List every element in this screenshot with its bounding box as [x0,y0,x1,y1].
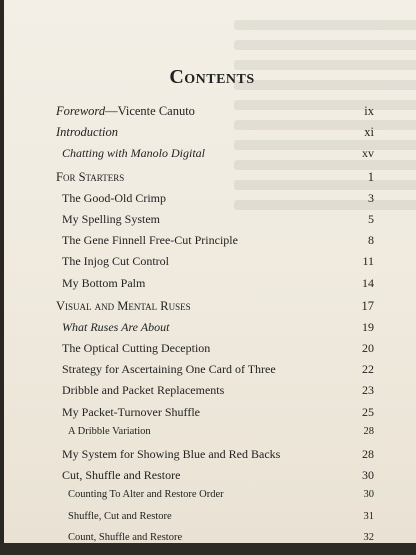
toc-label: Foreword [56,104,106,118]
toc-page-number: 32 [363,531,374,543]
toc-subentry [56,489,374,510]
toc-page-number: 20 [362,341,374,356]
book-page [4,0,416,545]
toc-label: Visual and Mental Ruses [56,298,191,313]
toc-entry [56,320,374,341]
toc-page-number: 19 [362,319,374,334]
toc-label: Count, Shuffle and Restore [68,531,183,543]
toc-page-number: 30 [363,489,374,501]
toc-page-number: xi [364,125,374,140]
toc-label: Cut, Shuffle and Restore [62,468,181,483]
page-shadow [0,543,416,555]
toc-page-number: 28 [363,425,374,437]
toc-entry [56,254,374,275]
toc-label: The Gene Finnell Free-Cut Principle [62,233,238,248]
toc-entry [56,383,374,404]
toc-section [56,299,374,320]
toc-page-number: 17 [361,298,374,313]
toc-entry [56,191,374,212]
toc-label: Strategy for Ascertaining One Card of Three [62,362,276,377]
toc-label: The Optical Cutting Deception [62,341,211,356]
toc-label: The Injog Cut Control [62,254,169,269]
toc-entry [56,212,374,233]
toc-entry [56,233,374,254]
toc-page-number: 28 [362,447,374,461]
toc-entry [56,405,374,426]
toc-page-number: 25 [362,404,374,419]
toc-page-number: 5 [368,211,374,226]
toc-label: A Dribble Variation [68,425,151,437]
toc-section [56,170,374,191]
toc-label: Introduction [56,125,119,140]
toc-page-number: 31 [363,510,374,522]
page-title: Contents [169,66,255,88]
toc-page-number: 11 [362,254,374,269]
toc-label: Chatting with Manolo Digital [62,146,206,161]
toc-label: —Vicente Canuto [105,104,195,118]
toc-page-number: 1 [367,169,374,184]
toc-page-number: 14 [362,275,374,290]
toc-label: The Good-Old Crimp [62,190,166,205]
toc-subentry [56,426,374,447]
toc-entry-foreword [56,104,374,125]
toc-page-number: 23 [362,383,374,398]
toc-page-number: ix [364,104,374,118]
toc-page-number: 3 [368,190,374,205]
toc-entry [56,468,374,489]
toc-label: My Spelling System [62,211,161,226]
toc-label: My Packet-Turnover Shuffle [62,404,200,419]
toc-label: What Ruses Are About [62,319,170,334]
toc-entry [56,146,374,167]
toc-entry [56,341,374,362]
toc-entry [56,447,374,468]
toc-page-number: xv [362,146,374,161]
toc-page-number: 30 [362,468,374,483]
toc-label: For Starters [56,169,125,184]
table-of-contents [56,104,374,545]
toc-label: Counting To Alter and Restore Order [68,489,224,501]
toc-label: Shuffle, Cut and Restore [68,510,172,522]
toc-label: Dribble and Packet Replacements [62,383,225,398]
toc-label: My System for Showing Blue and Red Backs [62,447,281,461]
toc-page-number: 8 [368,233,374,248]
toc-label: My Bottom Palm [62,275,146,290]
toc-entry [56,362,374,383]
toc-page-number: 22 [362,362,374,377]
toc-subentry [56,511,374,532]
toc-entry [56,276,374,297]
toc-entry-introduction [56,125,374,146]
